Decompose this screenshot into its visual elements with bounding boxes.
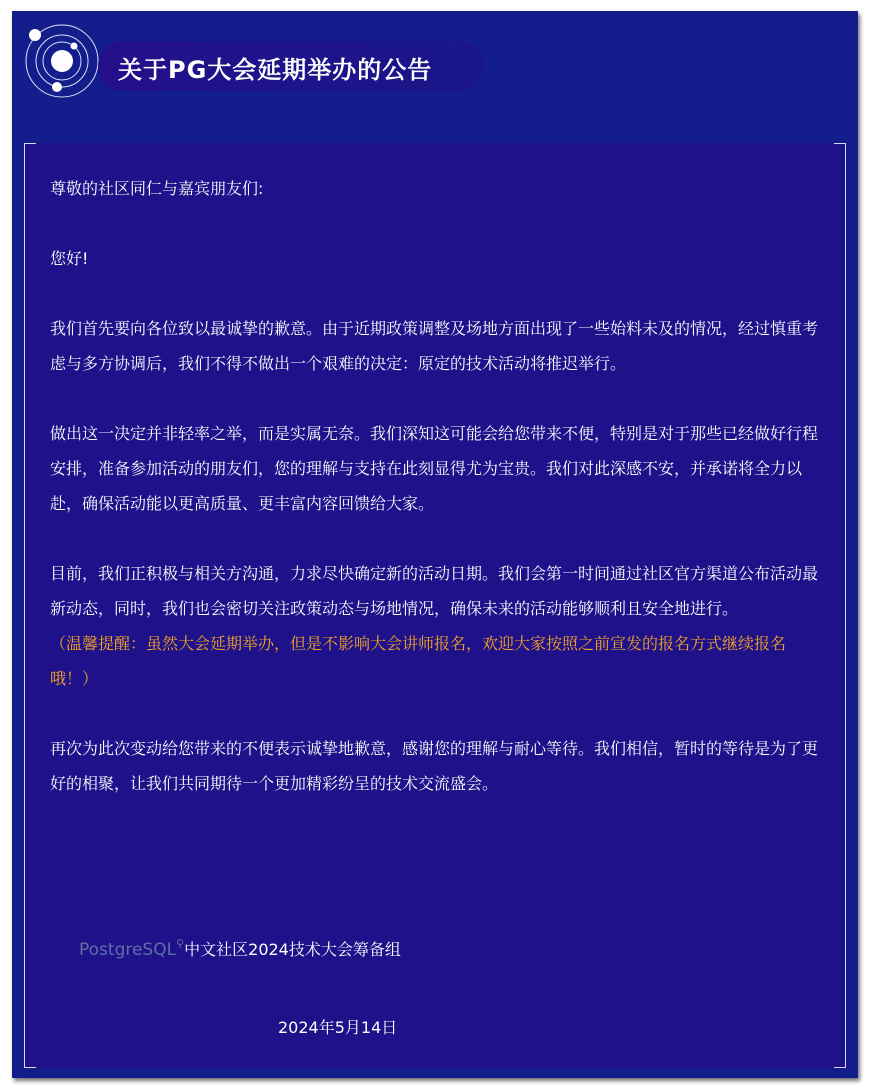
closing: 再次为此次变动给您带来的不便表示诚挚地歉意，感谢您的理解与耐心等待。我们相信，暂时的等待是为了更好的相聚，让我们共同期待一个更加精彩纷呈的技术交流盛会。	[50, 739, 819, 793]
paragraph: 目前，我们正积极与相关方沟通，力求尽快确定新的活动日期。我们会第一时间通过社区官方渠道公布活动最新动态，同时，我们也会密切关注政策动态与场地情况，确保未来的活动能够顺利且安全地进行。	[50, 564, 819, 618]
notice-text: （温馨提醒：虽然大会延期举办，但是不影响大会讲师报名，欢迎大家按照之前宣发的报名方式继续报名哦！）	[50, 634, 787, 688]
magnifier-icon: ⚲	[176, 937, 185, 950]
hello: 您好!	[50, 249, 89, 268]
content-panel	[24, 143, 846, 1068]
announcement-body	[50, 171, 822, 836]
signature	[79, 937, 401, 960]
signature-text: 中文社区2024技术大会筹备组	[184, 940, 401, 959]
greeting: 尊敬的社区同仁与嘉宾朋友们:	[50, 179, 264, 198]
paragraph: 做出这一决定并非轻率之举，而是实属无奈。我们深知这可能会给您带来不便，特别是对于那些已经做好行程安排，准备参加活动的朋友们，您的理解与支持在此刻显得尤为宝贵。我们对此深感不安，并承诺将全力以赴，确保活动能以更高质量、更丰富内容回馈给大家。	[50, 424, 819, 513]
paragraph: 我们首先要向各位致以最诚挚的歉意。由于近期政策调整及场地方面出现了一些始料未及的情况，经过慎重考虑与多方协调后，我们不得不做出一个艰难的决定：原定的技术活动将推迟举行。	[50, 319, 819, 373]
orbit-logo-icon	[24, 23, 100, 99]
page-title: 关于PG大会延期举办的公告	[118, 56, 433, 84]
postgresql-logo: PostgreSQL	[79, 940, 177, 960]
date: 2024年5月14日	[278, 1018, 398, 1037]
